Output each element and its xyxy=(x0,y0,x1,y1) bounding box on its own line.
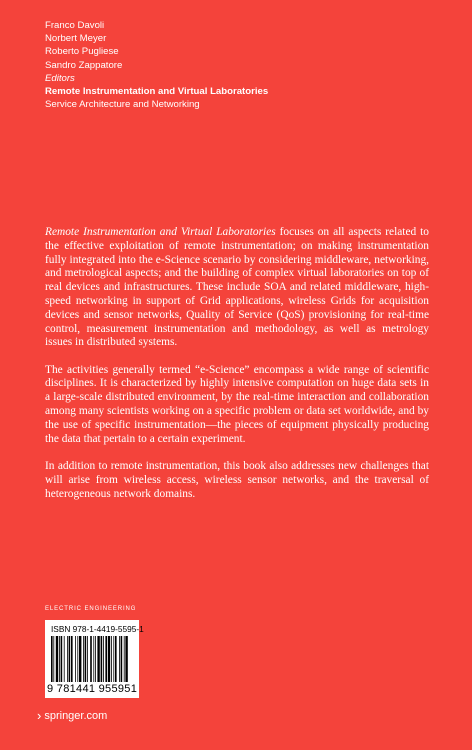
editor-name: Franco Davoli xyxy=(45,20,105,31)
category-label: ELECTRIC ENGINEERING xyxy=(45,606,137,612)
editors-block xyxy=(45,19,268,111)
book-title: Remote Instrumentation and Virtual Laboratories xyxy=(45,86,269,98)
publisher-link[interactable] xyxy=(37,708,107,723)
barcode-bars xyxy=(51,636,133,682)
editor-name: Roberto Pugliese xyxy=(45,46,119,58)
isbn-text: ISBN 978-1-4419-5595-1 xyxy=(51,624,144,634)
editors-label: Editors xyxy=(45,72,75,84)
editor-name: Sandro Zappatore xyxy=(45,59,123,71)
publisher-url: springer.com xyxy=(44,709,108,722)
barcode-box xyxy=(45,620,144,698)
description-text: focuses on all aspects related to the effective exploitation of remote instrumentation; on making instrumentation fully integrated into the e-Science scenario by considering middleware, networking, and metrological aspects; and the building of complex virtual laboratories on top of real devices and infrastructures. These include SOA and related middleware, high-speed networking in support of Grid applications, wireless Grids for acquisition devices and sensor networks, Quality of Service (QoS) provisioning for real-time control, measurement instrumentation and methodology, as well as metrology issues in distributed systems. xyxy=(45,226,430,349)
description-paragraph-3: In addition to remote instrumentation, this book also addresses new challenges that will arise from wireless access, wireless sensor networks, and the traversal of heterogeneous network domains. xyxy=(45,459,429,500)
description-paragraph-2: The activities generally termed “e-Science” encompass a wide range of scientific disciplines. It is characterized by highly intensive computation on huge data sets in a large-scale distributed environment, by the real-time interaction and collaboration among many scientists working on a specific problem or data set worldwide, and by the use of specific instrumentation—the pieces of equipment physically producing the data that pertain to a certain experiment. xyxy=(45,363,429,445)
editor-name: Norbert Meyer xyxy=(45,33,107,45)
barcode-number: 9 781441 955951 xyxy=(47,683,138,695)
description-paragraph-1 xyxy=(45,226,429,350)
chevron-right-icon: › xyxy=(37,708,42,723)
book-subtitle: Service Architecture and Networking xyxy=(45,99,200,111)
description xyxy=(45,226,429,515)
title-reference: Remote Instrumentation and Virtual Laboratories xyxy=(45,226,276,238)
